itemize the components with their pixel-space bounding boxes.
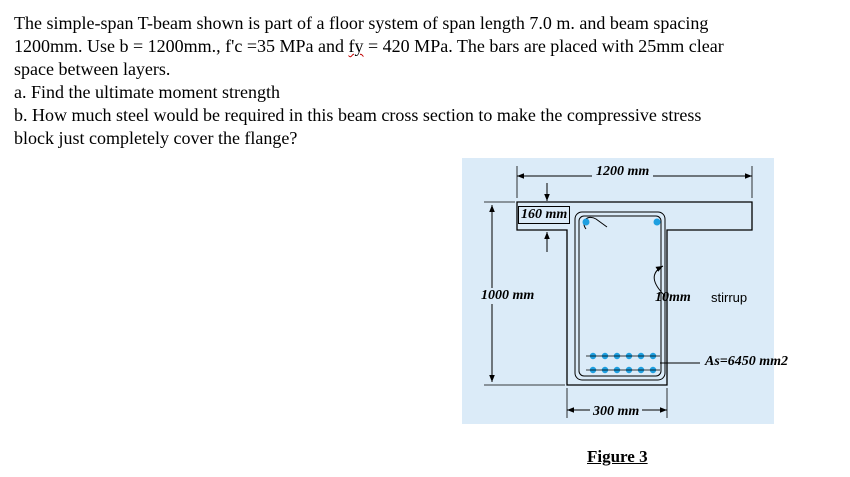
label-stirrup: stirrup [711, 290, 748, 305]
figure-caption: Figure 3 [587, 447, 648, 466]
stirrup-inner [579, 216, 661, 376]
label-stirrup-size: 10mm [655, 290, 691, 305]
question-text: a. Find the ultimate moment strength [14, 82, 280, 102]
label-total-depth: 1000 mm [481, 288, 535, 303]
rebar-top-left [583, 219, 590, 226]
label-web-width: 300 mm [590, 404, 642, 420]
label-steel-area: As=6450 mm2 [705, 354, 789, 369]
label-flange-width: 1200 mm [592, 164, 653, 180]
spellcheck-word: fy [348, 36, 364, 56]
question-text: block just completely cover the flange? [14, 128, 298, 148]
label-flange-thickness: 160 mm [518, 206, 570, 224]
problem-text: 1200mm. Use b = 1200mm., f'c =35 MPa and [14, 36, 349, 56]
problem-text: space between layers. [14, 59, 171, 79]
question-text: b. How much steel would be required in this beam cross section to make the compressive stress [14, 105, 702, 125]
problem-text: = 420 MPa. The bars are placed with 25mm clear [363, 36, 724, 56]
problem-text: The simple-span T-beam shown is part of a floor system of span length 7.0 m. and beam spacing [14, 13, 709, 33]
rebar-top-right [654, 219, 661, 226]
